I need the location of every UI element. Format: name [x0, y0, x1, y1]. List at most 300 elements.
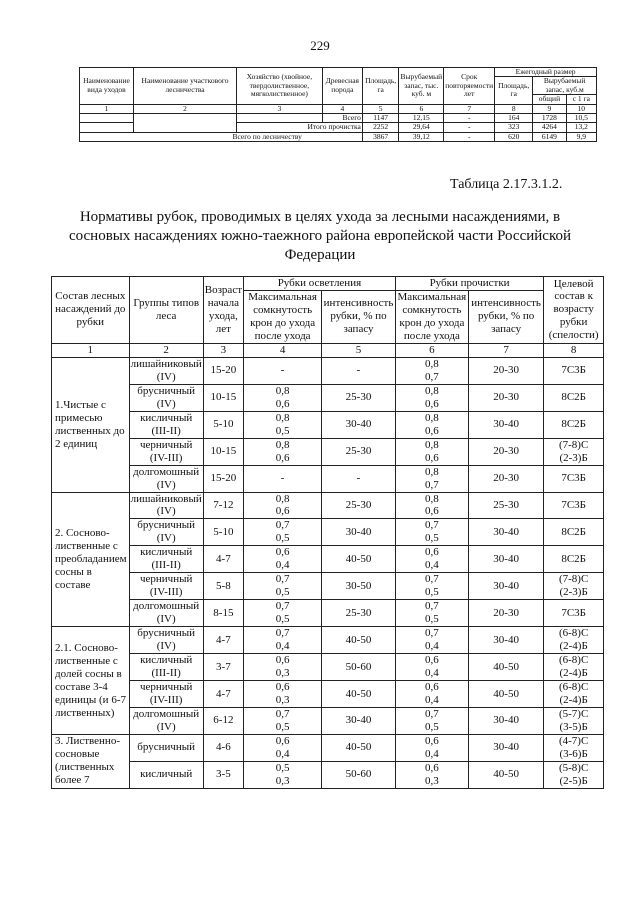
- light-density-cell: [244, 734, 322, 761]
- forest-type-cell: [129, 438, 203, 465]
- age-cell: 4-7: [203, 627, 243, 654]
- clean-density-cell-value: 0,5: [425, 586, 439, 599]
- col-number: 10: [566, 104, 596, 113]
- group-name: 1.Чистые с примесью лиственных до 2 единиц: [52, 357, 130, 492]
- forest-type-cell: [129, 627, 203, 654]
- clean-density-cell: [395, 384, 468, 411]
- group-name: 2. Сосново-лиственные с преобладанием сосны в составе: [52, 492, 130, 627]
- light-density-cell-value: 0,6: [275, 546, 290, 559]
- age-cell: 5-8: [203, 573, 243, 600]
- forest-type-cell-value: (III-II): [151, 667, 181, 680]
- light-density-cell-value: 0,6: [275, 397, 290, 410]
- col-number: 6: [395, 343, 468, 357]
- clean-intensity-cell: 30-40: [468, 627, 543, 654]
- clean-intensity-cell: 30-40: [468, 734, 543, 761]
- target-cell: [544, 600, 604, 627]
- age-cell: 6-12: [203, 708, 243, 735]
- target-cell: [544, 654, 604, 681]
- cell-period: -: [444, 113, 495, 122]
- forest-type-cell: [129, 519, 203, 546]
- forest-type-cell-value: черничный: [139, 681, 193, 694]
- light-density-cell: [244, 546, 322, 573]
- table-row: [52, 573, 604, 600]
- row-label: Итого прочистка: [237, 123, 363, 132]
- target-cell: [544, 761, 604, 788]
- header-max-density: Максимальная сомкнутость крон до ухода после ухода: [244, 290, 322, 343]
- clean-intensity-cell: 20-30: [468, 600, 543, 627]
- light-intensity-cell: 50-60: [322, 654, 396, 681]
- light-density-cell: [244, 600, 322, 627]
- age-cell: 4-7: [203, 681, 243, 708]
- light-density-cell-value: 0,5: [275, 424, 290, 437]
- target-cell-value: (2-4)Б: [559, 694, 588, 707]
- light-intensity-cell: 50-60: [322, 761, 396, 788]
- clean-intensity-cell: 40-50: [468, 681, 543, 708]
- light-density-cell-value: 0,3: [275, 774, 290, 787]
- light-density-cell-value: 0,7: [275, 519, 290, 532]
- col-number: 8: [544, 343, 604, 357]
- light-density-cell-value: 0,7: [275, 573, 290, 586]
- forest-type-cell: [129, 465, 203, 492]
- target-cell-value: 7С3Б: [561, 498, 586, 511]
- cell-annual-area: 323: [495, 123, 533, 132]
- age-cell: 3-5: [203, 761, 243, 788]
- target-cell-value: (7-8)С: [558, 573, 589, 586]
- age-cell: 15-20: [203, 357, 243, 384]
- clean-density-cell-value: 0,7: [425, 600, 439, 613]
- clean-density-cell-value: 0,4: [425, 694, 439, 707]
- header-area: Площадь, га: [362, 68, 398, 105]
- age-cell: 15-20: [203, 465, 243, 492]
- target-cell-value: 8С2Б: [561, 552, 586, 565]
- light-intensity-cell: 25-30: [322, 384, 396, 411]
- clean-intensity-cell: 30-40: [468, 519, 543, 546]
- norms-table: [51, 276, 604, 789]
- age-cell: 10-15: [203, 438, 243, 465]
- light-density-cell-value: 0,8: [275, 438, 290, 451]
- light-density-cell: [244, 411, 322, 438]
- table-row: [52, 600, 604, 627]
- header-composition: Состав лесных насаждений до рубки: [52, 277, 130, 344]
- cell-volume: 29,64: [399, 123, 444, 132]
- forest-type-cell-value: (IV): [156, 397, 176, 410]
- table-row: [52, 627, 604, 654]
- target-cell-value: (3-5)Б: [559, 720, 588, 733]
- clean-density-cell: [395, 411, 468, 438]
- empty-cell: [134, 113, 237, 132]
- empty-cell: [80, 113, 134, 122]
- light-intensity-cell: 30-40: [322, 411, 396, 438]
- light-density-cell: [244, 519, 322, 546]
- age-cell: 4-7: [203, 546, 243, 573]
- cell-area: 3867: [362, 132, 398, 141]
- header-intensity: интенсивность рубки, % по запасу: [322, 290, 396, 343]
- clean-density-cell-value: 0,6: [425, 654, 439, 667]
- forest-type-cell-value: (IV): [156, 720, 176, 733]
- forest-type-cell: [129, 546, 203, 573]
- forest-type-cell-value: (IV): [156, 613, 176, 626]
- col-number: 4: [244, 343, 322, 357]
- header-annual-volume: Вырубаемый запас, куб.м: [533, 77, 597, 95]
- col-number: 9: [533, 104, 566, 113]
- light-density-cell-value: 0,5: [275, 532, 290, 545]
- forest-type-cell-value: черничный: [139, 573, 193, 586]
- empty-cell: [80, 123, 134, 132]
- cell-annual-total: 4264: [533, 123, 566, 132]
- target-cell: [544, 465, 604, 492]
- forest-type-cell-value: (IV): [156, 532, 176, 545]
- table-row: [52, 546, 604, 573]
- forest-type-cell-value: (IV-III): [149, 586, 183, 599]
- header-light-cut: Рубки осветления: [244, 277, 396, 291]
- age-cell: 5-10: [203, 519, 243, 546]
- col-number: 5: [362, 104, 398, 113]
- cell-area: 2252: [362, 123, 398, 132]
- age-cell: 3-7: [203, 654, 243, 681]
- clean-density-cell-value: 0,8: [425, 384, 439, 397]
- target-cell-value: (6-8)С: [558, 654, 589, 667]
- table-number: Таблица 2.17.3.1.2.: [450, 177, 563, 192]
- table-row: [52, 384, 604, 411]
- col-number-row: [52, 343, 604, 357]
- age-cell: 4-6: [203, 734, 243, 761]
- clean-density-cell: [395, 438, 468, 465]
- clean-density-cell-value: 0,5: [425, 613, 439, 626]
- target-cell-value: (3-6)Б: [559, 747, 588, 760]
- table-row: [52, 519, 604, 546]
- target-cell: [544, 681, 604, 708]
- light-density-cell-value: 0,7: [275, 600, 290, 613]
- table-row: [52, 708, 604, 735]
- forest-type-cell-value: (IV): [156, 640, 176, 653]
- col-number: 4: [322, 104, 362, 113]
- header-species: Древесная порода: [322, 68, 362, 105]
- clean-intensity-cell: 20-30: [468, 384, 543, 411]
- table-row: [52, 681, 604, 708]
- light-intensity-cell: 40-50: [322, 546, 396, 573]
- forest-type-cell-value: (III-II): [151, 424, 181, 437]
- target-cell: [544, 519, 604, 546]
- target-cell: [544, 357, 604, 384]
- forest-type-cell-value: (IV): [156, 478, 176, 491]
- light-density-cell-value: 0,6: [275, 505, 290, 518]
- header-forest-types: Группы типов леса: [129, 277, 203, 344]
- forest-type-cell-value: брусничный: [137, 741, 196, 754]
- light-intensity-cell: 40-50: [322, 734, 396, 761]
- light-density-cell: [244, 384, 322, 411]
- forest-type-cell: [129, 357, 203, 384]
- target-cell: [544, 546, 604, 573]
- clean-density-cell: [395, 708, 468, 735]
- forest-type-cell-value: (IV-III): [149, 694, 183, 707]
- table-row: [80, 132, 597, 141]
- target-cell-value: (5-8)С: [558, 761, 589, 774]
- clean-intensity-cell: 30-40: [468, 573, 543, 600]
- forest-type-cell: [129, 384, 203, 411]
- forest-type-cell-value: черничный: [139, 438, 193, 451]
- target-cell-value: (2-3)Б: [559, 451, 588, 464]
- forest-type-cell: [129, 600, 203, 627]
- light-density-cell-value: 0,4: [275, 640, 290, 653]
- light-intensity-cell: 25-30: [322, 600, 396, 627]
- cell-period: -: [444, 123, 495, 132]
- clean-density-cell: [395, 492, 468, 519]
- light-density-cell: [244, 492, 322, 519]
- clean-density-cell-value: 0,8: [425, 411, 439, 424]
- table-row: [52, 761, 604, 788]
- target-cell-value: (7-8)С: [558, 438, 589, 451]
- cell-period: -: [444, 132, 495, 141]
- light-density-cell: [244, 654, 322, 681]
- forest-type-cell: [129, 654, 203, 681]
- light-density-cell-value: 0,5: [275, 586, 290, 599]
- forest-type-cell: [129, 708, 203, 735]
- target-cell: [544, 627, 604, 654]
- forest-type-cell-value: (IV-III): [149, 451, 183, 464]
- light-density-cell-value: 0,6: [275, 681, 290, 694]
- clean-density-cell: [395, 681, 468, 708]
- clean-density-cell: [395, 654, 468, 681]
- row-label: Всего по лесничеству: [80, 132, 363, 141]
- table-row: [52, 438, 604, 465]
- light-density-cell-value: 0,7: [275, 627, 290, 640]
- col-number: 3: [237, 104, 323, 113]
- target-cell: [544, 438, 604, 465]
- col-number: 6: [399, 104, 444, 113]
- table-row: [52, 734, 604, 761]
- clean-density-cell-value: 0,5: [425, 720, 439, 733]
- forest-type-cell-value: кисличный: [140, 546, 193, 559]
- clean-intensity-cell: 40-50: [468, 654, 543, 681]
- light-density-cell-value: 0,6: [275, 654, 290, 667]
- forest-type-cell: [129, 411, 203, 438]
- cell-volume: 12,15: [399, 113, 444, 122]
- forest-type-cell-value: долгомошный: [133, 600, 200, 613]
- target-cell: [544, 384, 604, 411]
- clean-density-cell-value: 0,7: [425, 478, 439, 491]
- forest-type-cell: [129, 761, 203, 788]
- clean-intensity-cell: 40-50: [468, 761, 543, 788]
- target-cell: [544, 734, 604, 761]
- cell-annual-total: 6149: [533, 132, 566, 141]
- target-cell: [544, 492, 604, 519]
- clean-density-cell-value: 0,4: [425, 559, 439, 572]
- cell-annual-per-ha: 10,5: [566, 113, 596, 122]
- table-row: [52, 465, 604, 492]
- target-cell-value: (2-4)Б: [559, 640, 588, 653]
- clean-density-cell: [395, 734, 468, 761]
- header-per-ha: с 1 га: [566, 95, 596, 104]
- forest-type-cell-value: брусничный: [137, 627, 196, 640]
- light-density-cell-value: -: [280, 472, 285, 485]
- clean-density-cell: [395, 519, 468, 546]
- clean-density-cell-value: 0,6: [425, 734, 439, 747]
- clean-density-cell-value: 0,8: [425, 438, 439, 451]
- clean-density-cell: [395, 546, 468, 573]
- target-cell-value: 8С2Б: [561, 391, 586, 404]
- forest-type-cell-value: кисличный: [140, 768, 193, 781]
- target-cell-value: (2-5)Б: [559, 774, 588, 787]
- clean-density-cell-value: 0,7: [425, 519, 439, 532]
- forest-type-cell-value: кисличный: [140, 654, 193, 667]
- header-total: общий: [533, 95, 566, 104]
- forest-type-cell: [129, 573, 203, 600]
- light-density-cell-value: 0,8: [275, 411, 290, 424]
- forest-type-cell-value: лишайниковый: [130, 357, 202, 370]
- light-density-cell-value: 0,8: [275, 492, 290, 505]
- header-intensity: интенсивность рубки, % по запасу: [468, 290, 543, 343]
- target-cell: [544, 708, 604, 735]
- clean-density-cell-value: 0,6: [425, 505, 439, 518]
- age-cell: 7-12: [203, 492, 243, 519]
- light-intensity-cell: -: [322, 465, 396, 492]
- light-density-cell-value: 0,4: [275, 559, 290, 572]
- forest-type-cell-value: брусничный: [137, 519, 196, 532]
- header-annual-area: Площадь, га: [495, 77, 533, 104]
- target-cell-value: 7С3Б: [561, 472, 586, 485]
- light-density-cell-value: 0,5: [275, 613, 290, 626]
- clean-density-cell: [395, 465, 468, 492]
- light-density-cell-value: 0,7: [275, 708, 290, 720]
- clean-density-cell: [395, 357, 468, 384]
- cell-annual-per-ha: 13,2: [566, 123, 596, 132]
- forest-type-cell-value: кисличный: [140, 411, 193, 424]
- target-cell-value: 8С2Б: [561, 418, 586, 431]
- clean-density-cell-value: 0,6: [425, 681, 439, 694]
- clean-intensity-cell: 20-30: [468, 438, 543, 465]
- light-density-cell-value: 0,6: [275, 734, 290, 747]
- light-intensity-cell: 30-40: [322, 708, 396, 735]
- clean-density-cell-value: 0,4: [425, 640, 439, 653]
- light-intensity-cell: 30-50: [322, 573, 396, 600]
- light-intensity-cell: 25-30: [322, 438, 396, 465]
- header-clean-cut: Рубки прочистки: [395, 277, 543, 291]
- light-density-cell-value: 0,8: [275, 384, 290, 397]
- target-cell-value: (2-3)Б: [559, 586, 588, 599]
- age-cell: 5-10: [203, 411, 243, 438]
- clean-density-cell-value: 0,6: [425, 546, 439, 559]
- light-density-cell-value: 0,5: [275, 761, 290, 774]
- clean-density-cell-value: 0,8: [425, 357, 439, 370]
- clean-density-cell-value: 0,8: [425, 465, 439, 478]
- table-row: [52, 654, 604, 681]
- clean-density-cell-value: 0,6: [425, 397, 439, 410]
- header-period: Срок повторяемости лет: [444, 68, 495, 105]
- header-max-density: Максимальная сомкнутость крон до ухода после ухода: [395, 290, 468, 343]
- clean-density-cell-value: 0,7: [425, 370, 439, 383]
- clean-intensity-cell: 30-40: [468, 546, 543, 573]
- col-number: 5: [322, 343, 396, 357]
- target-cell-value: (4-7)С: [558, 734, 589, 747]
- light-density-cell: [244, 573, 322, 600]
- summary-table: [79, 67, 597, 142]
- clean-density-cell-value: 0,4: [425, 747, 439, 760]
- col-number: 2: [134, 104, 237, 113]
- light-density-cell: [244, 357, 322, 384]
- light-density-cell: [244, 438, 322, 465]
- target-cell: [544, 411, 604, 438]
- cell-annual-area: 620: [495, 132, 533, 141]
- clean-density-cell: [395, 600, 468, 627]
- header-target: Целевой состав к возрасту рубки (спелости): [544, 277, 604, 344]
- light-density-cell-value: 0,3: [275, 667, 290, 680]
- age-cell: 8-15: [203, 600, 243, 627]
- clean-intensity-cell: 30-40: [468, 411, 543, 438]
- header-annual: Ежегодный размер: [495, 68, 597, 77]
- cell-volume: 39,12: [399, 132, 444, 141]
- forest-type-cell: [129, 734, 203, 761]
- clean-density-cell-value: 0,6: [425, 761, 439, 774]
- target-cell-value: 8С2Б: [561, 525, 586, 538]
- clean-density-cell: [395, 761, 468, 788]
- clean-density-cell: [395, 573, 468, 600]
- page-number: 229: [310, 38, 330, 53]
- col-number: 2: [129, 343, 203, 357]
- cell-annual-area: 164: [495, 113, 533, 122]
- light-intensity-cell: 30-40: [322, 519, 396, 546]
- forest-type-cell: [129, 681, 203, 708]
- clean-density-cell-value: 0,7: [425, 627, 439, 640]
- col-number: 1: [52, 343, 130, 357]
- clean-density-cell-value: 0,6: [425, 424, 439, 437]
- table-row: [52, 492, 604, 519]
- forest-type-cell-value: (III-II): [151, 559, 181, 572]
- forest-type-cell-value: брусничный: [137, 384, 196, 397]
- header-care-type: Наименование вида уходов: [80, 68, 134, 105]
- light-intensity-cell: 40-50: [322, 627, 396, 654]
- light-intensity-cell: 25-30: [322, 492, 396, 519]
- header-volume: Вырубаемый запас, тыс. куб. м: [399, 68, 444, 105]
- light-density-cell-value: 0,3: [275, 694, 290, 707]
- clean-intensity-cell: 30-40: [468, 708, 543, 735]
- cell-annual-total: 1728: [533, 113, 566, 122]
- light-density-cell-value: -: [280, 364, 285, 377]
- clean-density-cell-value: 0,7: [425, 573, 439, 586]
- clean-density-cell-value: 0,6: [425, 451, 439, 464]
- cell-area: 1147: [362, 113, 398, 122]
- light-intensity-cell: 40-50: [322, 681, 396, 708]
- clean-density-cell-value: 0,4: [425, 667, 439, 680]
- clean-intensity-cell: 20-30: [468, 357, 543, 384]
- col-number: 3: [203, 343, 243, 357]
- light-density-cell-value: 0,6: [275, 451, 290, 464]
- table-row: [52, 411, 604, 438]
- target-cell-value: (2-4)Б: [559, 667, 588, 680]
- col-number: 7: [468, 343, 543, 357]
- forest-type-cell-value: (IV): [156, 370, 176, 383]
- clean-intensity-cell: 25-30: [468, 492, 543, 519]
- target-cell-value: 7С3Б: [561, 606, 586, 619]
- col-number: 1: [80, 104, 134, 113]
- light-density-cell: [244, 465, 322, 492]
- light-density-cell-value: 0,4: [275, 747, 290, 760]
- clean-density-cell: [395, 627, 468, 654]
- forest-type-cell: [129, 492, 203, 519]
- clean-density-cell-value: 0,5: [425, 532, 439, 545]
- page-title: Нормативы рубок, проводимых в целях ухода за лесными насаждениями, в сосновых насаждениях южно-таежного района европейской части Российской Федерации: [68, 209, 571, 263]
- age-cell: 10-15: [203, 384, 243, 411]
- light-density-cell: [244, 681, 322, 708]
- header-economy: Хозяйство (хвойное, твердолиственное, мягколиственное): [237, 68, 323, 105]
- clean-density-cell-value: 0,7: [425, 708, 439, 720]
- target-cell: [544, 573, 604, 600]
- col-number: 7: [444, 104, 495, 113]
- forest-type-cell-value: (IV): [156, 505, 176, 518]
- table-row: [52, 357, 604, 384]
- light-density-cell: [244, 761, 322, 788]
- target-cell-value: (6-8)С: [558, 681, 589, 694]
- light-density-cell-value: 0,5: [275, 720, 290, 733]
